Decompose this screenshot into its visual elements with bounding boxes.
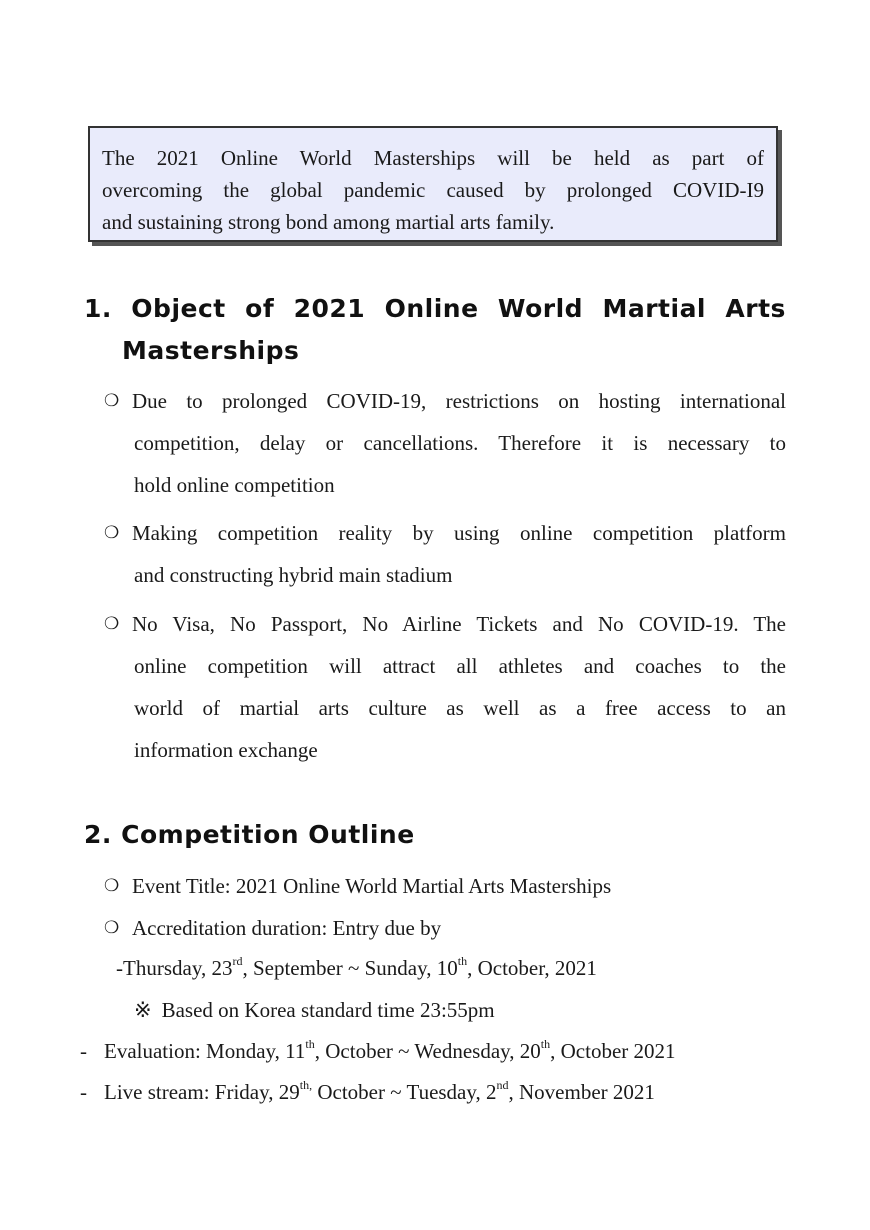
- circle-bullet-icon: ❍: [104, 391, 120, 411]
- event-title-text: Event Title: 2021 Online World Martial Arts Masterships: [132, 874, 612, 898]
- section1-number: 1.: [84, 294, 112, 323]
- ordinal-suffix: th: [457, 954, 468, 968]
- bullet-line: competition, delay or cancellations. Therefore it is necessary to: [134, 431, 786, 455]
- date-text: Evaluation: Monday, 11: [104, 1039, 306, 1063]
- accreditation-bullet: [104, 907, 441, 949]
- ordinal-suffix: th: [540, 1037, 551, 1051]
- section1-title-word: Object: [131, 294, 226, 323]
- bullet-line: world of martial arts culture as well as a free access to an: [134, 696, 786, 720]
- live-stream-line: [80, 1080, 655, 1105]
- section1-title-word: Martial: [602, 294, 707, 323]
- time-note-text: Based on Korea standard time 23:55pm: [161, 998, 495, 1022]
- circle-bullet-icon: ❍: [104, 876, 120, 896]
- section1-title-word: World: [497, 294, 584, 323]
- dash: -: [116, 956, 123, 980]
- section1-title-word: Arts: [725, 294, 786, 323]
- date-text: , September ~ Sunday, 10: [242, 956, 458, 980]
- date-text: , October ~ Wednesday, 20: [314, 1039, 541, 1063]
- date-text: , October 2021: [550, 1039, 676, 1063]
- ordinal-suffix: nd: [496, 1078, 509, 1092]
- ordinal-suffix: th,: [299, 1078, 313, 1092]
- evaluation-line: [80, 1039, 676, 1064]
- section1-title-word: of: [245, 294, 275, 323]
- section1-heading-continued: Masterships: [122, 336, 300, 365]
- ordinal-suffix: th: [305, 1037, 315, 1051]
- bullet-line: Due to prolonged COVID-19, restrictions on hosting international: [132, 389, 786, 413]
- date-text: October ~ Tuesday, 2: [312, 1080, 497, 1104]
- circle-bullet-icon: ❍: [104, 614, 120, 634]
- bullet-line: hold online competition: [134, 473, 335, 497]
- accreditation-dates: [116, 956, 597, 981]
- bullet-line: No Visa, No Passport, No Airline Tickets and No COVID-19. The: [132, 612, 786, 636]
- ordinal-suffix: rd: [232, 954, 243, 968]
- section1-bullet: [104, 603, 786, 771]
- intro-line: The 2021 Online World Masterships will be held as part of: [102, 146, 764, 170]
- dash: -: [80, 1080, 87, 1104]
- intro-line: and sustaining strong bond among martial arts family.: [102, 210, 555, 234]
- section2-heading: [84, 820, 415, 849]
- section1-bullet: [104, 512, 786, 596]
- date-text: , October, 2021: [467, 956, 597, 980]
- bullet-line: information exchange: [134, 738, 318, 762]
- circle-bullet-icon: ❍: [104, 918, 120, 938]
- date-text: Thursday, 23: [123, 956, 233, 980]
- section1-bullet: [104, 380, 786, 506]
- reference-mark-icon: ※: [134, 998, 152, 1022]
- circle-bullet-icon: ❍: [104, 523, 120, 543]
- bullet-line: online competition will attract all athletes and coaches to the: [134, 654, 786, 678]
- intro-line: overcoming the global pandemic caused by prolonged COVID-I9: [102, 178, 764, 202]
- date-text: , November 2021: [508, 1080, 655, 1104]
- bullet-line: Making competition reality by using online competition platform: [132, 521, 786, 545]
- section2-title: Competition Outline: [121, 820, 415, 849]
- time-note: [134, 998, 495, 1023]
- accreditation-text: Accreditation duration: Entry due by: [132, 916, 442, 940]
- bullet-line: and constructing hybrid main stadium: [134, 563, 453, 587]
- event-title-bullet: [104, 865, 611, 907]
- dash: -: [80, 1039, 87, 1063]
- section1-title-word: Online: [384, 294, 479, 323]
- section1-heading: [84, 294, 786, 323]
- intro-box: [88, 126, 778, 242]
- section2-number: 2.: [84, 820, 112, 849]
- section1-title-word: 2021: [293, 294, 366, 323]
- date-text: Live stream: Friday, 29: [104, 1080, 300, 1104]
